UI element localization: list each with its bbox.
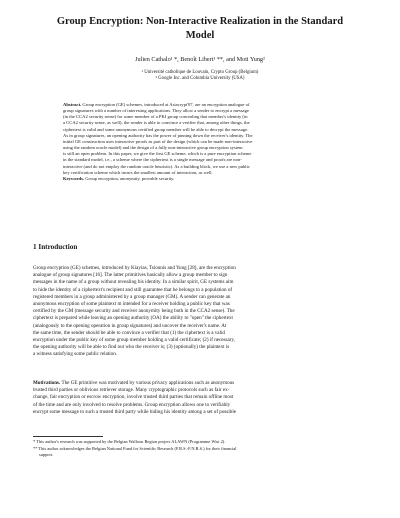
keywords-line <box>63 176 338 182</box>
abstract-line: in the standard model, i.e., a scheme where the ciphertext is a single message and proofs are non- <box>63 157 242 163</box>
intro-line: analogue of group signatures [16]. The latter primitives basically allow a group member to sign <box>33 272 228 279</box>
paper-title-line-2: Model <box>185 30 215 41</box>
motivation-line: Motivations. The GE primitive was motivated by various privacy applications such as anonymous <box>33 380 235 386</box>
intro-line: anonymous encryption of some plaintext m intended for a receiver holding a public key that was <box>33 301 230 308</box>
abstract-line: key certification scheme which incurs the smallest amount of interaction, as well. <box>63 169 213 175</box>
intro-line: to hide the identity of a ciphertext's recipient and still guarantee that he belongs to a population of <box>33 286 233 293</box>
abstract-line: (in the CCA2 security sense) for some member of a PKI group concealing that member's identity (in <box>63 114 248 120</box>
abstract-line: As in group signatures, an opening authority has the power of pinning down the receiver's identity. The <box>63 132 253 138</box>
abstract-line: using the random oracle model) and the design of a fully non-interactive group encryption system <box>63 145 243 151</box>
abstract-line: interactive (and do not employ the random oracle heuristic). As a building block, we use a new public <box>63 163 250 169</box>
footnote-rule <box>33 436 103 437</box>
abstract-line: a CCA2 security sense, as well); the sender is able to convince a verifier that, among other things, the <box>63 120 250 126</box>
affiliation-2: ² Google Inc. and Columbia University (USA) <box>155 76 245 81</box>
keywords: Group encryption, anonymity, provable security. <box>85 175 175 181</box>
intro-line: registered members in a group administered by a group manager (GM). A sender can generate an <box>33 293 231 300</box>
intro-line: Group encryption (GE) schemes, introduced by Kiayias, Tsiounis and Yung [28], are the encryption <box>33 265 236 271</box>
motivations-paragraph <box>33 380 368 416</box>
paper-title-line-1: Group Encryption: Non-Interactive Realization in the Standard <box>56 16 344 27</box>
abstract-label: Abstract. <box>63 102 82 107</box>
motivation-line: of the time and are only involved to resolve problems. Group encryption allows one to verifiably <box>33 401 231 408</box>
abstract-line: is still an open problem. In this paper, we give the first GE scheme, which is a pure encryption scheme <box>63 151 252 157</box>
intro-line: ciphertext is prepared while leaving an opening authority (OA) the ability to "open" the ciphertext <box>33 315 233 322</box>
footnote-2: ** This author acknowledges the Belgian National Fund for Scientific Research (F.R.S.-F.N.R.S.) for their financial support. <box>33 446 237 457</box>
abstract-line: Abstract. Group encryption (GE) schemes, introduced at Asiacrypt'07, are an encryption analogue of <box>63 102 250 107</box>
keywords-label: Keywords. <box>63 175 85 181</box>
intro-line: messages in the name of a group without revealing his identity. In a similar spirit, GE systems aim <box>33 279 234 286</box>
intro-line: (analogously to the opening operation in group signatures) and uncover the receiver's name. At <box>33 322 227 329</box>
intro-line: encryption under the public key of some group member holding a valid certificate; (2) if necessary, <box>33 337 235 344</box>
section-heading-introduction: 1 Introduction <box>33 243 78 251</box>
motivation-line: encrypt some message to such a trusted third party while hiding his identity among a set of possible <box>33 408 237 415</box>
intro-paragraph <box>33 265 368 359</box>
intro-line: a witness satisfying some public relation. <box>33 351 118 358</box>
motivation-line: change, fair encryption or escrow encryption, involve trusted third parties that remain offline most <box>33 394 234 401</box>
abstract-line: group signatures with a number of interesting applications. They allow a sender to encrypt a message <box>63 108 249 114</box>
abstract-line: ciphertext is valid and some anonymous certified group member will be able to decrypt the message. <box>63 126 249 132</box>
intro-line: the same time, the sender should be able to convince a verifier that (1) the ciphertext is a valid <box>33 329 225 336</box>
motivations-label: Motivations. <box>33 380 61 386</box>
motivation-line: trusted third parties or oblivious retriever storage. Many cryptographic protocols such as fair ex- <box>33 387 230 394</box>
author-list: Julien Cathalo¹ *, Benoît Libert¹ **, and Moti Yung² <box>135 56 265 63</box>
footnote-1: * This author's research was supported by the Belgian Walloon Region project ALAWN (Programme Wist 2). <box>33 439 226 444</box>
intro-line: certified by the GM (message security and receiver anonymity being both in the CCA2 sense). The <box>33 308 235 315</box>
abstract <box>63 102 338 182</box>
affiliation-1: ¹ Université catholique de Louvain, Crypto Group (Belgium) <box>141 70 259 75</box>
intro-line: the opening authority will be able to find out who the receiver is; (3) (optionally) the plaintext is <box>33 344 230 351</box>
abstract-line: initial GE construction uses interactive proofs as part of the design (which can be made non-interactive <box>63 138 253 144</box>
